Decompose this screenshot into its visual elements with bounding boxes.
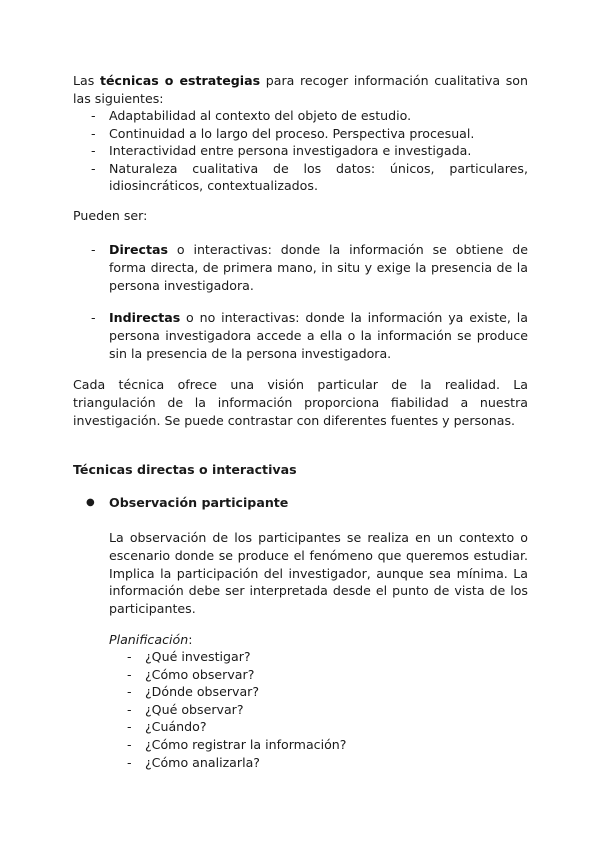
dash-marker: - <box>127 701 132 717</box>
list-item: - Adaptabilidad al contexto del objeto de estudio. <box>91 108 412 123</box>
list-item: - ¿Qué investigar? <box>127 649 251 664</box>
planificacion-questions <box>127 648 427 771</box>
dash-marker: - <box>127 736 132 752</box>
cada-tecnica-paragraph: Cada técnica ofrece una visión particular de la realidad. La triangulación de la información proporciona fiabilidad a nuestra investigación. Se puede contrastar con diferentes fuentes y personas. <box>73 377 528 428</box>
section-heading: Técnicas directas o interactivas <box>73 462 297 477</box>
type-indirectas: Indirectas o no interactivas: donde la información ya existe, la persona investigadora accede a ella o la información se produce sin la presencia de la persona investigadora. <box>109 310 528 361</box>
dash-marker: - <box>127 754 132 770</box>
dash-marker: - <box>91 160 96 176</box>
planificacion-label: Planificación: <box>109 632 193 647</box>
intro-paragraph <box>73 72 528 108</box>
list-item: - ¿Dónde observar? <box>127 684 260 700</box>
type-directas: Directas o interactivas: donde la información se obtiene de forma directa, de primera mano, in situ y exige la presencia de la persona investigadora. <box>109 242 528 293</box>
dash-marker: - <box>127 719 132 735</box>
dash-marker: - <box>127 684 132 700</box>
intro-bold-term: técnicas o estrategias <box>99 73 261 88</box>
pueden-ser: Pueden ser: <box>73 208 148 223</box>
list-item: - Continuidad a lo largo del proceso. Perspectiva procesual. <box>91 125 475 141</box>
dash-marker: - <box>91 125 96 141</box>
dash-marker: - <box>91 242 96 257</box>
list-item: - ¿Cuándo? <box>127 719 207 735</box>
intro-rest: para recoger información cualitativa son las siguientes: <box>73 73 528 106</box>
observacion-paragraph: La observación de los participantes se realiza en un contexto o escenario donde se produce el fenómeno que queremos estudiar. Implica la participación del investigador, aunque sea mínima. La información debe ser interpretada desde el punto de vista de los participantes. <box>109 530 528 617</box>
dash-marker: - <box>127 649 132 664</box>
features-list <box>91 107 528 195</box>
dash-marker: - <box>127 666 132 682</box>
dash-marker: - <box>91 108 96 123</box>
list-item: - Naturaleza cualitativa de los datos: únicos, particulares, idiosincráticos, contextualizados. <box>91 160 528 194</box>
list-item: - ¿Cómo observar? <box>127 666 255 682</box>
observacion-title: Observación participante <box>109 495 289 510</box>
bullet-icon: ● <box>86 497 95 508</box>
dash-marker: - <box>91 143 96 159</box>
list-item: - ¿Qué observar? <box>127 701 244 717</box>
list-item: - ¿Cómo registrar la información? <box>127 736 347 752</box>
dash-marker: - <box>91 310 96 325</box>
list-item: - ¿Cómo analizarla? <box>127 754 260 770</box>
intro-prefix: Las <box>73 73 100 88</box>
list-item: - Interactividad entre persona investigadora e investigada. <box>91 143 472 159</box>
